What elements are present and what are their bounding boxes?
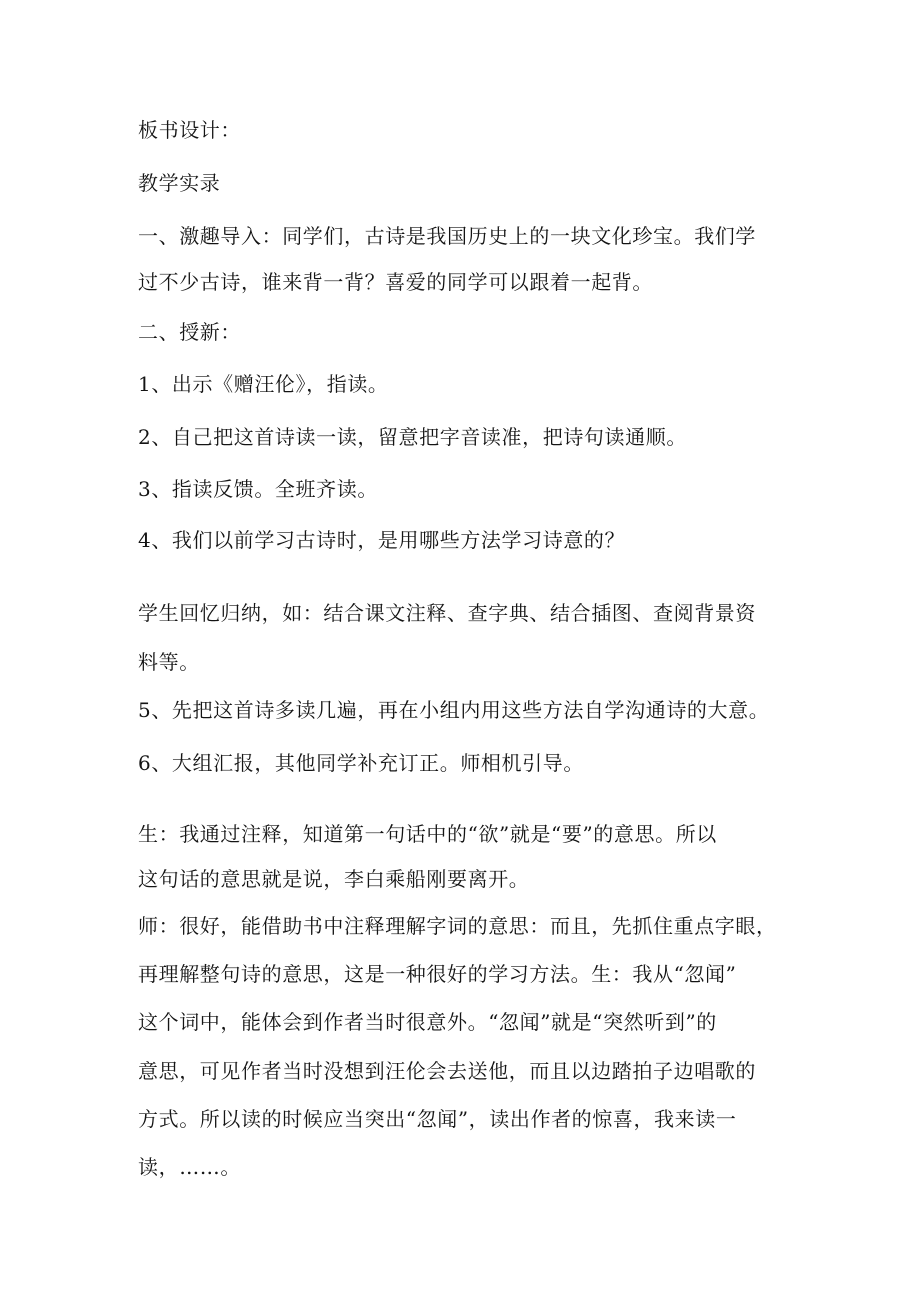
section-board-design: 板书设计： xyxy=(138,118,241,142)
student-recall-line-2: 料等。 xyxy=(138,650,200,674)
teacher-comment-line-3: 这个词中，能体会到作者当时很意外。“忽闻”就是“突然听到”的 xyxy=(138,1010,717,1034)
teacher-comment-line-2: 再理解整句诗的意思，这是一种很好的学习方法。生：我从“忽闻” xyxy=(138,962,737,986)
step-introduction-line-2: 过不少古诗，谁来背一背？喜爱的同学可以跟着一起背。 xyxy=(138,270,653,294)
student-answer-line-1: 生：我通过注释，知道第一句话中的“欲”就是“要”的意思。所以 xyxy=(138,822,717,846)
step-new-lesson: 二、授新： xyxy=(138,320,241,344)
list-item-1: 1、出示《赠汪伦》，指读。 xyxy=(138,372,389,396)
teacher-comment-line-1: 师：很好，能借助书中注释理解字词的意思：而且，先抓住重点字眼， xyxy=(138,914,777,938)
list-item-2: 2、自己把这首诗读一读，留意把字音读准，把诗句读通顺。 xyxy=(138,425,687,449)
list-item-4: 4、我们以前学习古诗时，是用哪些方法学习诗意的？ xyxy=(138,528,626,552)
teacher-comment-line-4: 意思，可见作者当时没想到汪伦会去送他，而且以边踏拍子边唱歌的 xyxy=(138,1059,756,1083)
section-teaching-record: 教学实录 xyxy=(138,171,221,195)
student-answer-line-2: 这句话的意思就是说，李白乘船刚要离开。 xyxy=(138,867,530,891)
list-item-5: 5、先把这首诗多读几遍，再在小组内用这些方法自学沟通诗的大意。 xyxy=(138,698,770,722)
teacher-comment-line-6: 读，……。 xyxy=(138,1155,241,1179)
step-introduction-line-1: 一、激趣导入：同学们，古诗是我国历史上的一块文化珍宝。我们学 xyxy=(138,224,756,248)
teacher-comment-line-5: 方式。所以读的时候应当突出“忽闻”，读出作者的惊喜，我来读一 xyxy=(138,1107,737,1131)
list-item-6: 6、大组汇报，其他同学补充订正。师相机引导。 xyxy=(138,751,584,775)
student-recall-line-1: 学生回忆归纳，如：结合课文注释、查字典、结合插图、查阅背景资 xyxy=(138,601,756,625)
list-item-3: 3、指读反馈。全班齐读。 xyxy=(138,477,378,501)
